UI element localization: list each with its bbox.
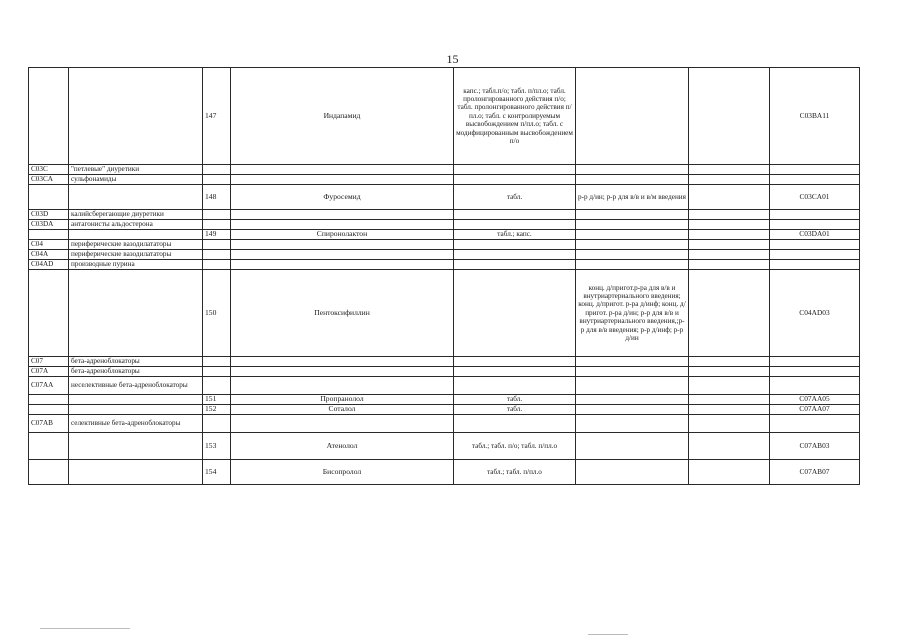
extra-column	[689, 460, 770, 485]
row-number: 148	[203, 185, 231, 210]
table-row	[29, 367, 860, 377]
drug-name	[231, 357, 454, 367]
oral-form	[454, 210, 576, 220]
injectable-form: конц. д/пригот.р-ра для в/в и внутриартериального введения; конц. д/пригот. р-ра д/инф; конц. д/пригот. р-ра д/ин; р-р для в/в и внутриартериального введения,;р-р для в/в введения; р-р д/инф; р-р д/ин	[576, 270, 689, 357]
atc-code	[770, 175, 860, 185]
drug-name: Фуросемид	[231, 185, 454, 210]
table-row	[29, 260, 860, 270]
atc-group-name	[69, 185, 203, 210]
oral-form	[454, 260, 576, 270]
drug-name: Пропранолол	[231, 395, 454, 405]
extra-column	[689, 357, 770, 367]
atc-group-code: C03C	[29, 165, 69, 175]
drug-name: Спиронолактон	[231, 230, 454, 240]
extra-column	[689, 210, 770, 220]
row-number: 152	[203, 405, 231, 415]
atc-group-name: производные пурина	[69, 260, 203, 270]
atc-code: C07AA07	[770, 405, 860, 415]
row-number: 147	[203, 68, 231, 165]
row-number	[203, 357, 231, 367]
oral-form	[454, 220, 576, 230]
extra-column	[689, 433, 770, 460]
row-number: 151	[203, 395, 231, 405]
drug-name	[231, 240, 454, 250]
row-number	[203, 260, 231, 270]
atc-code	[770, 240, 860, 250]
oral-form	[454, 270, 576, 357]
atc-group-name	[69, 433, 203, 460]
atc-group-name: калийсберегающие диуретики	[69, 210, 203, 220]
atc-group-code: C07	[29, 357, 69, 367]
atc-group-name: бета-адреноблокаторы	[69, 367, 203, 377]
drug-name: Пентоксифиллин	[231, 270, 454, 357]
atc-group-code	[29, 270, 69, 357]
atc-code	[770, 367, 860, 377]
injectable-form	[576, 240, 689, 250]
drug-name	[231, 415, 454, 433]
atc-group-code: C07AB	[29, 415, 69, 433]
table-row	[29, 230, 860, 240]
atc-group-code: C07AA	[29, 377, 69, 395]
extra-column	[689, 377, 770, 395]
oral-form	[454, 240, 576, 250]
table-row	[29, 175, 860, 185]
row-number	[203, 377, 231, 395]
drug-name: Индапамид	[231, 68, 454, 165]
table-row	[29, 185, 860, 210]
injectable-form	[576, 357, 689, 367]
injectable-form	[576, 377, 689, 395]
table-row	[29, 210, 860, 220]
injectable-form	[576, 460, 689, 485]
injectable-form	[576, 260, 689, 270]
oral-form	[454, 357, 576, 367]
drug-name	[231, 210, 454, 220]
atc-group-code	[29, 395, 69, 405]
extra-column	[689, 395, 770, 405]
atc-code: C07AB07	[770, 460, 860, 485]
atc-code	[770, 260, 860, 270]
atc-code: C03BA11	[770, 68, 860, 165]
drug-name: Соталол	[231, 405, 454, 415]
atc-group-name	[69, 460, 203, 485]
extra-column	[689, 260, 770, 270]
drug-name	[231, 165, 454, 175]
extra-column	[689, 240, 770, 250]
atc-code	[770, 220, 860, 230]
injectable-form	[576, 250, 689, 260]
row-number	[203, 367, 231, 377]
atc-group-name: периферические вазодилататоры	[69, 250, 203, 260]
table-row	[29, 395, 860, 405]
drug-name	[231, 220, 454, 230]
injectable-form	[576, 165, 689, 175]
table-row	[29, 377, 860, 395]
extra-column	[689, 165, 770, 175]
drug-name	[231, 175, 454, 185]
extra-column	[689, 68, 770, 165]
row-number	[203, 240, 231, 250]
table-row	[29, 270, 860, 357]
oral-form	[454, 415, 576, 433]
oral-form: табл.	[454, 185, 576, 210]
atc-group-name	[69, 270, 203, 357]
atc-group-name: "петлевые" диуретики	[69, 165, 203, 175]
atc-group-name: селективные бета-адреноблокаторы	[69, 415, 203, 433]
injectable-form	[576, 367, 689, 377]
row-number: 154	[203, 460, 231, 485]
atc-group-name: сульфонамиды	[69, 175, 203, 185]
table-row	[29, 250, 860, 260]
injectable-form	[576, 415, 689, 433]
table-row	[29, 165, 860, 175]
atc-group-code: C03CA	[29, 175, 69, 185]
atc-code	[770, 357, 860, 367]
oral-form: табл.; капс.	[454, 230, 576, 240]
injectable-form	[576, 220, 689, 230]
atc-group-code: C04AD	[29, 260, 69, 270]
atc-code: C07AA05	[770, 395, 860, 405]
atc-code: C04AD03	[770, 270, 860, 357]
drug-name	[231, 250, 454, 260]
extra-column	[689, 185, 770, 210]
extra-column	[689, 175, 770, 185]
atc-code: C07AB03	[770, 433, 860, 460]
injectable-form	[576, 210, 689, 220]
injectable-form: р-р д/ин; р-р для в/в и в/м введения	[576, 185, 689, 210]
table-row	[29, 240, 860, 250]
row-number	[203, 165, 231, 175]
table-row	[29, 460, 860, 485]
oral-form	[454, 165, 576, 175]
drug-name: Атенолол	[231, 433, 454, 460]
oral-form	[454, 250, 576, 260]
drug-name	[231, 260, 454, 270]
atc-group-name: бета-адреноблокаторы	[69, 357, 203, 367]
atc-code	[770, 210, 860, 220]
scan-artifact-line	[588, 634, 628, 635]
atc-group-name	[69, 395, 203, 405]
atc-group-name: периферические вазодилататоры	[69, 240, 203, 250]
drug-table	[28, 67, 860, 485]
extra-column	[689, 405, 770, 415]
row-number	[203, 250, 231, 260]
row-number	[203, 210, 231, 220]
oral-form: табл.	[454, 405, 576, 415]
atc-code	[770, 165, 860, 175]
atc-code: C03CA01	[770, 185, 860, 210]
oral-form	[454, 377, 576, 395]
extra-column	[689, 270, 770, 357]
injectable-form	[576, 175, 689, 185]
atc-group-code: C03D	[29, 210, 69, 220]
oral-form: капс.; табл.п/о; табл. п/пл.о; табл. пролонгированного действия п/о; табл. пролонгированного действия п/пл.о; табл. с контролируемым высвобождением п/пл.о; табл. с модифицированным высвобождением п/о	[454, 68, 576, 165]
extra-column	[689, 220, 770, 230]
atc-group-code	[29, 433, 69, 460]
atc-code	[770, 377, 860, 395]
atc-group-code: C03DA	[29, 220, 69, 230]
oral-form: табл.; табл. п/о; табл. п/пл.о	[454, 433, 576, 460]
oral-form	[454, 367, 576, 377]
injectable-form	[576, 405, 689, 415]
extra-column	[689, 367, 770, 377]
table-row	[29, 357, 860, 367]
injectable-form	[576, 395, 689, 405]
table-row	[29, 415, 860, 433]
scan-artifact-line	[40, 628, 130, 629]
atc-code	[770, 250, 860, 260]
extra-column	[689, 230, 770, 240]
atc-group-code	[29, 460, 69, 485]
row-number	[203, 175, 231, 185]
injectable-form	[576, 433, 689, 460]
injectable-form	[576, 230, 689, 240]
atc-group-code: C04	[29, 240, 69, 250]
table-row	[29, 405, 860, 415]
atc-code	[770, 415, 860, 433]
extra-column	[689, 415, 770, 433]
atc-group-code	[29, 405, 69, 415]
drug-name	[231, 367, 454, 377]
row-number: 150	[203, 270, 231, 357]
atc-group-code	[29, 185, 69, 210]
row-number: 153	[203, 433, 231, 460]
row-number	[203, 220, 231, 230]
drug-name	[231, 377, 454, 395]
atc-group-code: C04A	[29, 250, 69, 260]
table-row	[29, 433, 860, 460]
injectable-form	[576, 68, 689, 165]
row-number: 149	[203, 230, 231, 240]
table-row	[29, 68, 860, 165]
atc-group-name	[69, 230, 203, 240]
drug-name: Бисопролол	[231, 460, 454, 485]
atc-group-code	[29, 230, 69, 240]
atc-group-name	[69, 68, 203, 165]
oral-form: табл.; табл. п/пл.о	[454, 460, 576, 485]
atc-code: C03DA01	[770, 230, 860, 240]
atc-group-code	[29, 68, 69, 165]
row-number	[203, 415, 231, 433]
table-row	[29, 220, 860, 230]
extra-column	[689, 250, 770, 260]
atc-group-name: антагонисты альдостерона	[69, 220, 203, 230]
oral-form	[454, 175, 576, 185]
atc-group-name: неселективные бета-адреноблокаторы	[69, 377, 203, 395]
atc-group-code: C07A	[29, 367, 69, 377]
oral-form: табл.	[454, 395, 576, 405]
page-number: 15	[446, 52, 459, 66]
atc-group-name	[69, 405, 203, 415]
